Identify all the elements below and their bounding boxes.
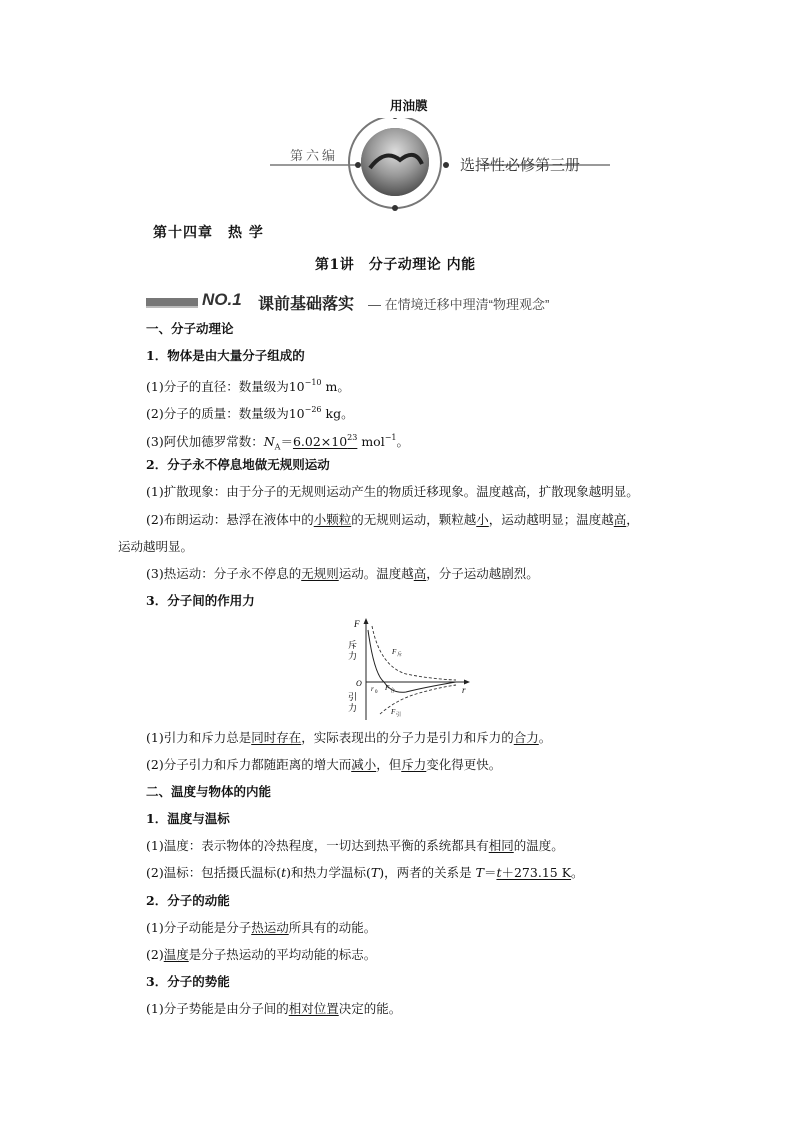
graph-attraction-label: 引力: [346, 692, 356, 714]
graph-r-label: r: [462, 685, 466, 695]
s1-p1-item2: (2)分子的质量：数量级为$10^{-26}$ kg。: [146, 405, 354, 421]
section1-heading: 一、分子动理论: [146, 321, 234, 336]
graph-Fhe-label: F: [385, 684, 390, 692]
section-banner: [146, 290, 666, 316]
s2-p2-item1: (1)分子动能是分子热运动所具有的动能。: [146, 920, 377, 935]
graph-r0-label: r: [371, 685, 374, 693]
graph-F-label: F: [354, 619, 360, 629]
graph-Fyin-sub: 引: [396, 712, 402, 718]
volume-emblem: [270, 118, 620, 214]
volume-left-label: 第六编: [290, 148, 339, 163]
s2-p2-title: 2．分子的动能: [146, 893, 230, 908]
s1-p2-title: 2．分子永不停息地做无规则运动: [146, 457, 330, 472]
s2-p2-item2: (2)温度是分子热运动的平均动能的标志。: [146, 947, 377, 962]
s1-p1-title: 1．物体是由大量分子组成的: [146, 348, 305, 363]
banner-bar: [146, 298, 198, 306]
graph-repulsion-label: 斥力: [346, 640, 356, 662]
s2-p1-title: 1．温度与温标: [146, 811, 230, 826]
banner-number: NO.1: [202, 290, 242, 309]
graph-r0-sub: 0: [375, 690, 378, 695]
banner-title: 课前基础落实: [258, 296, 355, 313]
s1-p2-item2-cont: 运动越明显。: [118, 539, 194, 554]
s2-p3-item1: (1)分子势能是由分子间的相对位置决定的能。: [146, 1001, 402, 1016]
s1-p2-item3: (3)热运动：分子永不停息的无规则运动。温度越高，分子运动越剧烈。: [146, 566, 539, 581]
banner-bar-shadow: [146, 306, 198, 308]
s1-p2-item2: (2)布朗运动：悬浮在液体中的小颗粒的无规则运动，颗粒越小，运动越明显；温度越高，: [146, 512, 639, 527]
section2-heading: 二、温度与物体的内能: [146, 784, 272, 799]
molecular-force-graph: [346, 616, 474, 722]
graph-Fhe-sub: 合: [390, 688, 396, 694]
s1-p1-item1: (1)分子的直径：数量级为$10^{-10}$ m。: [146, 378, 350, 394]
combined-force-curve: [368, 630, 456, 692]
header-top-label: 用油膜: [390, 98, 428, 113]
s2-p1-item1: (1)温度：表示物体的冷热程度，一切达到热平衡的系统都具有相同的温度。: [146, 838, 564, 853]
banner-subtitle: — 在情境迁移中理清“物理观念”: [368, 297, 550, 312]
lecture-title: 第1讲 分子动理论 内能: [315, 257, 476, 273]
s2-p1-item2: (2)温标：包括摄氏温标(t)和热力学温标(T)，两者的关系是 T＝t＋273.15 K。: [146, 865, 584, 880]
s1-p2-item1: (1)扩散现象：由于分子的无规则运动产生的物质迁移现象。温度越高，扩散现象越明显。: [146, 484, 639, 499]
s2-p3-title: 3．分子的势能: [146, 974, 230, 989]
s1-p1-item3: (3)阿伏加德罗常数：$N_A=6.02\times 10^{23}$ mol$^{-1}$。: [146, 433, 410, 452]
repulsion-curve: [372, 626, 456, 680]
graph-origin-label: O: [356, 679, 362, 688]
s1-p3-title: 3．分子间的作用力: [146, 593, 255, 608]
s1-p3-item2: (2)分子引力和斥力都随距离的增大而减小，但斥力变化得更快。: [146, 757, 502, 772]
chapter-title: 第十四章 热 学: [153, 225, 264, 241]
s1-p3-item1: (1)引力和斥力总是同时存在，实际表现出的分子力是引力和斥力的合力。: [146, 730, 552, 745]
graph-Fchi-label: F: [392, 648, 397, 656]
volume-right-label: 选择性必修第三册: [460, 157, 581, 174]
graph-Fyin-label: F: [391, 708, 396, 716]
avogadro-value: $6.02\times 10^{23}$: [292, 433, 358, 449]
temperature-relation: t＋273.15 K: [496, 865, 572, 880]
graph-Fchi-sub: 斥: [397, 652, 403, 658]
